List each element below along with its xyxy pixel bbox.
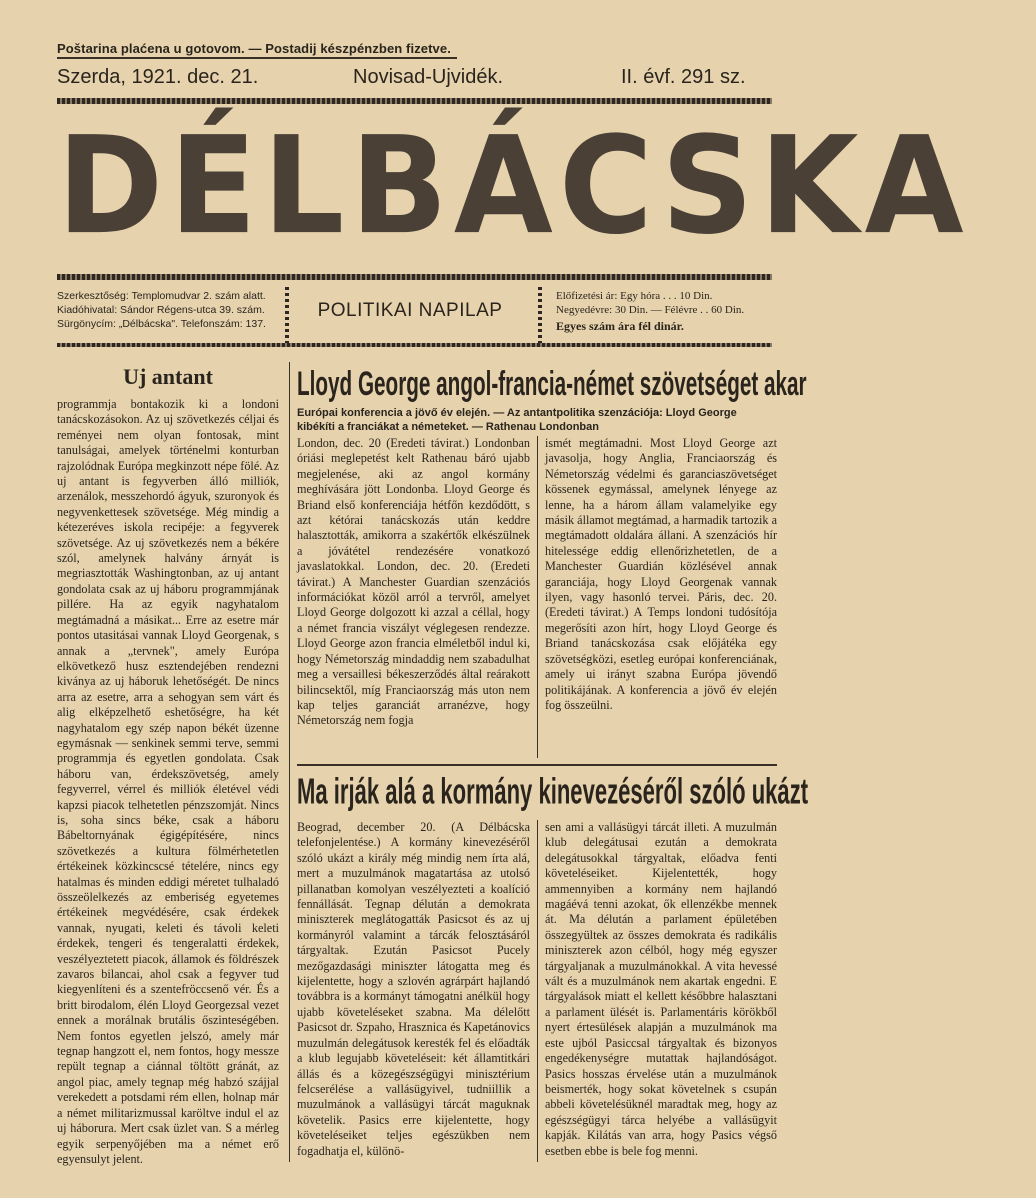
editorial-info	[57, 289, 282, 331]
masthead-band-top	[57, 98, 772, 104]
left-article-body	[57, 397, 279, 1167]
telegram-address: Sürgönycím: „Délbácska". Telefonszám: 137.	[57, 318, 266, 330]
info-divider-right	[538, 287, 542, 347]
top-article-col2: ismét megtámadni. Most Lloyd George azt javasolja, hogy Anglia, Franciaország és Németország védelmi és garanciaszövetséget kössenek egymással, amelynek lényege az lenne, ha a három állam valamelyike egy másik államot megtámad, a harmadik tartozik a megtámadott oldalára állani. A szenzációs hír hitelessége eddig ellenőrizhetetlen, de a Manchester Guardián közlésével annak garanciája, hogy Lloyd Georgenak vannak ilyen, vagy hasonló tervei. Páris, dec. 20. (Eredeti távirat.) A Temps londoni tudósítója megerősíti azon hírt, hogy Lloyd George és Briand tanácskozása csak előjátéka egy szövetségközi, esetleg európai konferenciának, amely ui irányt szabna Európa jövendő politikájának. A konferencia a jövő év elején fog összeülni.	[545, 436, 777, 712]
masthead-band-bottom	[57, 274, 772, 280]
column-rule-1	[289, 362, 290, 1162]
issue-number: II. évf. 291 sz.	[621, 66, 746, 88]
top-article-col1: London, dec. 20 (Eredeti távirat.) Londonban óriási meglepetést kelt Rathenau báró ujabb megjelenése, aki az angol kormány meghívására jött Londonba. Lloyd George és Briand első konferenciája hétfőn kezdődött, s azt kétórai tanácskozás után keddre halasztották, amikorra a szakértők elkészülnek a jóvátétel rendezésére vonatkozó javaslatokkal. London, dec. 20. (Eredeti távirat.) A Manchester Guardian szenzációs információkat közöl arról a tervről, amelyet Lloyd George dolgozott ki azzal a céllal, hogy a német francia viszályt véglegesen rendezze. Lloyd George azon francia elméletből indul ki, hogy Németország mindaddig nem szabadulhat meg a versaillesi békeszerződés által reárakott bilincsektől, míg Franciaország más uton nem kap teljes garanciát arranézve, hogy Németország nem fogja	[297, 436, 530, 728]
bottom-article-col2: sen ami a vallásügyi tárcát illeti. A muzulmán klub delegátusai ezután a demokrata delegátusokkal tárgyaltak, előadva fenti követeléseiket. Kijelentették, hogy ammennyiben a kormány nem hajlandó magáévá tenni azokat, ők ellenzékbe mennek át. Ma délután a parlament épületében összegyültek az összes demokrata és radikális miniszterek azon célból, hogy még egyszer tárgyaljanak a muzulmánokkal. A vita hevessé vált és a muzulmánok nem akartak engedni. E tárgyalások miatt el kellett későbbre halasztani a parlament ülését is. Parlamentáris körökből nyert értesülések alapján a muzulmánok ma este ujból Pasiccsal tárgyaltak és bizonyos engedékenységre mutattak hajlandóságot. Pasics hosszas érvelése után a muzulmánok beismerték, hogy sokat követelnek s csupán abbeli követelésüknél maradtak meg, hogy az egészségügyi tárca helyébe a vallásügyit kapják. Kilátás van arra, hogy Pasics végső esetben ebbe is bele fog menni.	[545, 820, 777, 1158]
subscription-periods: Negyedévre: 30 Din. — Félévre . . 60 Din.	[556, 304, 745, 316]
top-note-rule	[57, 57, 457, 59]
dateline	[57, 66, 777, 94]
left-article-paragraph: programmja bontakozik ki a londoni tanácskozásokon. Az uj szövetkezés céljai és reményei nem olyan fontosak, mint tanulságai, amelyek történelmi konturban rajzolódnak Európa megkinzott népe fölé. Az uj antant is fegyverben álló milliók, arzenálok, messzehordó ágyuk, szuronyok és negyvenkettesek szövetsége. Még mindig a kétezeréves iskola recipéje: a fegyverek szövetsége. Az uj szövetkezés nem a békére szól, amelynek halvány árnyát is megriasztották Washingtonban, az uj antant gondolata csak az uj háboru programmjának pillére. Ha az egyik nagyhatalom megtámadná a másikat... Erre az esetre már pontos utasitásai vannak Lloyd Georgenak, s annak a „tervnek", amely Európa elkövetkező husz esztendejében rendezni kiványa az uj háboruk lehetőségét. De nincs arra az esetre, arra a sehogyan sem várt és alig elképzelhető eshetőségre, ha két nagyhatalom egy szép napon békét üzenne egymásnak — senkinek semmi terve, semmi programmja és egyetlen gondolata. Csak háboru van, érdekszövetség, amely fegyverrel, vérrel és milliók életével védi kapzsi piacok telhetetlen pénzszomját. Nincs is, soha sincs béke, csak a háboru Bábeltornyának égigépítésére, nincs szövetkezés a kultura fölmérhetetlen értékeinek közkincscsé tételére, nincs egy hatalmas és minden eddigi méretet tulhaladó összeölelkezés az emberiség egyetemes értékeinek megvédésére, csak érdekek vannak, nyugati, keleti és távoli keleti érdekek, tengeri és tengeralatti érdekek, veszélyeztetett piacok, államok és földrészek zavaros bilancai, ahol csak a fegyver tud kiegyenlíteni és a szentefröccsenő vér. És a britt birodalom, élén Lloyd Georgezsal vezet ennek a morálnak brutális őszinteségében. Nem fontos egyetlen jelszó, amely már tegnap hangzott el, nem fontos, hogy messze repült tegnap a ciánnal töltött gránát, az angol piac, amely tegnap még habzó szájjal verekedett a potsdami rém ellen, holnap már a német militarizmussal karöltve indul el az uj háborura. Mert csak üzlet van. S a mérleg egyik serpenyőjében ma a német erő egyensulyt jelent.	[57, 397, 279, 1166]
paper-type: POLITIKAI NAPILAP	[317, 300, 503, 321]
top-article-headline	[297, 364, 807, 404]
left-article-title: Uj antant	[123, 364, 213, 389]
single-copy-price: Egyes szám ára fél dinár.	[556, 319, 684, 333]
publishing-office: Kiadóhivatal: Sándor Régens-utca 39. szám.	[57, 304, 265, 316]
top-article-subtitle: Európai konferencia a jövő év elején. — Az antantpolitika szenzációja: Lloyd George kibékíti a franciákat a németeket. — Rathenau Londonban	[297, 407, 737, 433]
bottom-article-col1: Beograd, december 20. (A Délbácska telefonjelentése.) A kormány kinevezéséről szóló ukázt a király még mindig nem írta alá, mert a muzulmánok magatartása az utolsó pillanatban komolyan veszélyezteti a koalíció fennállását. Tegnap délután a demokrata miniszterek meglátogatták Pasicsot és az uj kormányról valamint a tárcák felosztásáról tárgyaltak. Ezután Pasicsot Pucely mezőgazdasági miniszter látogatta meg és kijelentette, hogy a szlovén agrárpárt hajlandó továbbra is a kormányt támogatni anélkül hogy ujabb követeléseket szabna. Ma délelőtt Pasicsot dr. Szpaho, Hrasznica és Kapetánovics muzulmán delegátusok keresték fel és előadták a klub legujabb követeléseit: két államtitkári állás és a közegészségügyi minisztérium felcserélése a vallásügyivel, tudniillik a muzulmánok a vallásügyi tárcát maguknak követelik. Pasics erre kijelentette, hogy követeléseiket teljes egészükben nem fogadhatja el, különö-	[297, 820, 530, 1158]
article-separator	[297, 764, 777, 766]
subscription-info	[556, 289, 778, 333]
bottom-article-headline	[297, 770, 809, 814]
issue-place: Novisad-Ujvidék.	[353, 66, 504, 88]
editorial-office: Szerkesztőség: Templomudvar 2. szám alatt.	[57, 290, 266, 302]
bottom-article-title: Ma irják alá a kormány kinevezéséről szóló ukázt	[297, 772, 809, 812]
top-article-title: Lloyd George angol-francia-német szövetséget akar	[297, 365, 807, 404]
masthead-title: DÉLBÁCSKA	[57, 108, 970, 265]
column-rule-3	[537, 820, 538, 1162]
issue-date: Szerda, 1921. dec. 21.	[57, 66, 259, 88]
postage-note: Poštarina plaćena u gotovom. — Postadij készpénzben fizetve.	[57, 41, 451, 56]
info-divider-left	[285, 287, 289, 347]
info-band-bottom	[57, 343, 772, 347]
column-rule-2	[537, 436, 538, 758]
subscription-monthly: Előfizetési ár: Egy hóra . . . 10 Din.	[556, 290, 713, 302]
